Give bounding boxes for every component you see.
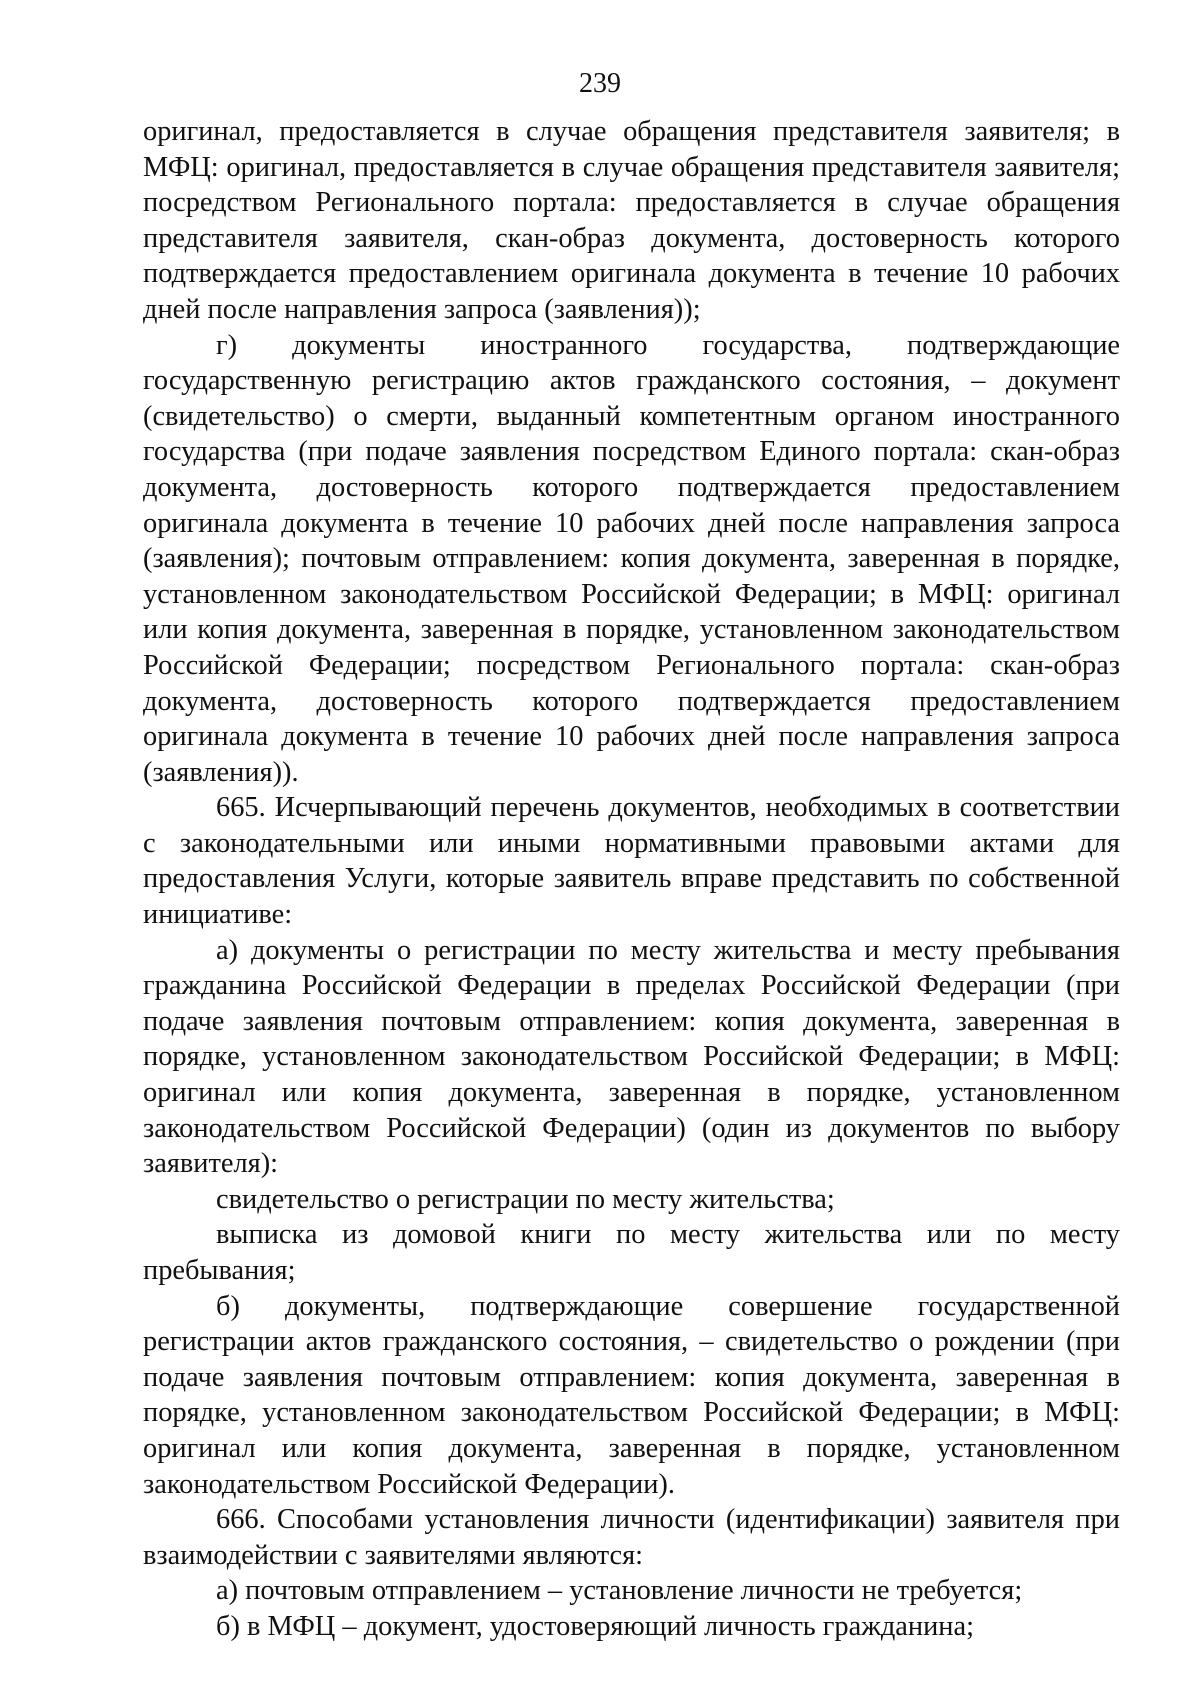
- page-number: 239: [579, 68, 621, 99]
- paragraph-665: 665. Исчерпывающий перечень документов, необходимых в соответствии с законодательными или иными нормативными правовыми актами для предоставления Услуги, которые заявитель вправе представить по собственной инициативе:: [143, 792, 1120, 931]
- paragraph-item-a-registration: а) документы о регистрации по месту жительства и месту пребывания гражданина Российской Федерации в пределах Российской Федерации (при подаче заявления почтовым отправлением: копия документа, заверенная в порядке, установленном законодательством Российской Федерации; в МФЦ: оригинал или копия документа, заверенная в порядке, установленном законодательством Российской Федерации) (один из документов по выбору заявителя):: [143, 934, 1120, 1180]
- paragraph-666: 666. Способами установления личности (идентификации) заявителя при взаимодействии с заявителями являются:: [143, 1504, 1120, 1571]
- paragraph-continuation: оригинал, предоставляется в случае обращения представителя заявителя; в МФЦ: оригинал, предоставляется в случае обращения представителя заявителя; посредством Регионального портала: предоставляется в случае обращения представителя заявителя, скан-образ документа, достоверность которого подтверждается предоставлением оригинала документа в течение 10 рабочих дней после направления запроса (заявления));: [143, 116, 1120, 325]
- paragraph-item-g: г) документы иностранного государства, подтверждающие государственную регистрацию актов гражданского состояния, – документ (свидетельство) о смерти, выданный компетентным органом иностранного государства (при подаче заявления посредством Единого портала: скан-образ документа, достоверность которого подтверждается предоставлением оригинала документа в течение 10 рабочих дней после направления запроса (заявления); почтовым отправлением: копия документа, заверенная в порядке, установленном законодательством Российской Федерации; в МФЦ: оригинал или копия документа, заверенная в порядке, установленном законодательством Российской Федерации; посредством Регионального портала: скан-образ документа, достоверность которого подтверждается предоставлением оригинала документа в течение 10 рабочих дней после направления запроса (заявления)).: [143, 329, 1120, 788]
- paragraph-item-b-mfc: б) в МФЦ – документ, удостоверяющий личность гражданина;: [216, 1610, 974, 1642]
- paragraph-item-a-postal: а) почтовым отправлением – установление личности не требуется;: [216, 1575, 1023, 1607]
- document-body: [143, 114, 1120, 1645]
- paragraph-item-b-birth: б) документы, подтверждающие совершение государственной регистрации актов гражданского состояния, – свидетельство о рождении (при подаче заявления почтовым отправлением: копия документа, заверенная в порядке, установленном законодательством Российской Федерации; в МФЦ: оригинал или копия документа, заверенная в порядке, установленном законодательством Российской Федерации).: [143, 1290, 1120, 1500]
- paragraph-house-book-extract: выписка из домовой книги по месту жительства или по месту пребывания;: [143, 1219, 1120, 1286]
- paragraph-registration-certificate: свидетельство о регистрации по месту жительства;: [216, 1183, 835, 1215]
